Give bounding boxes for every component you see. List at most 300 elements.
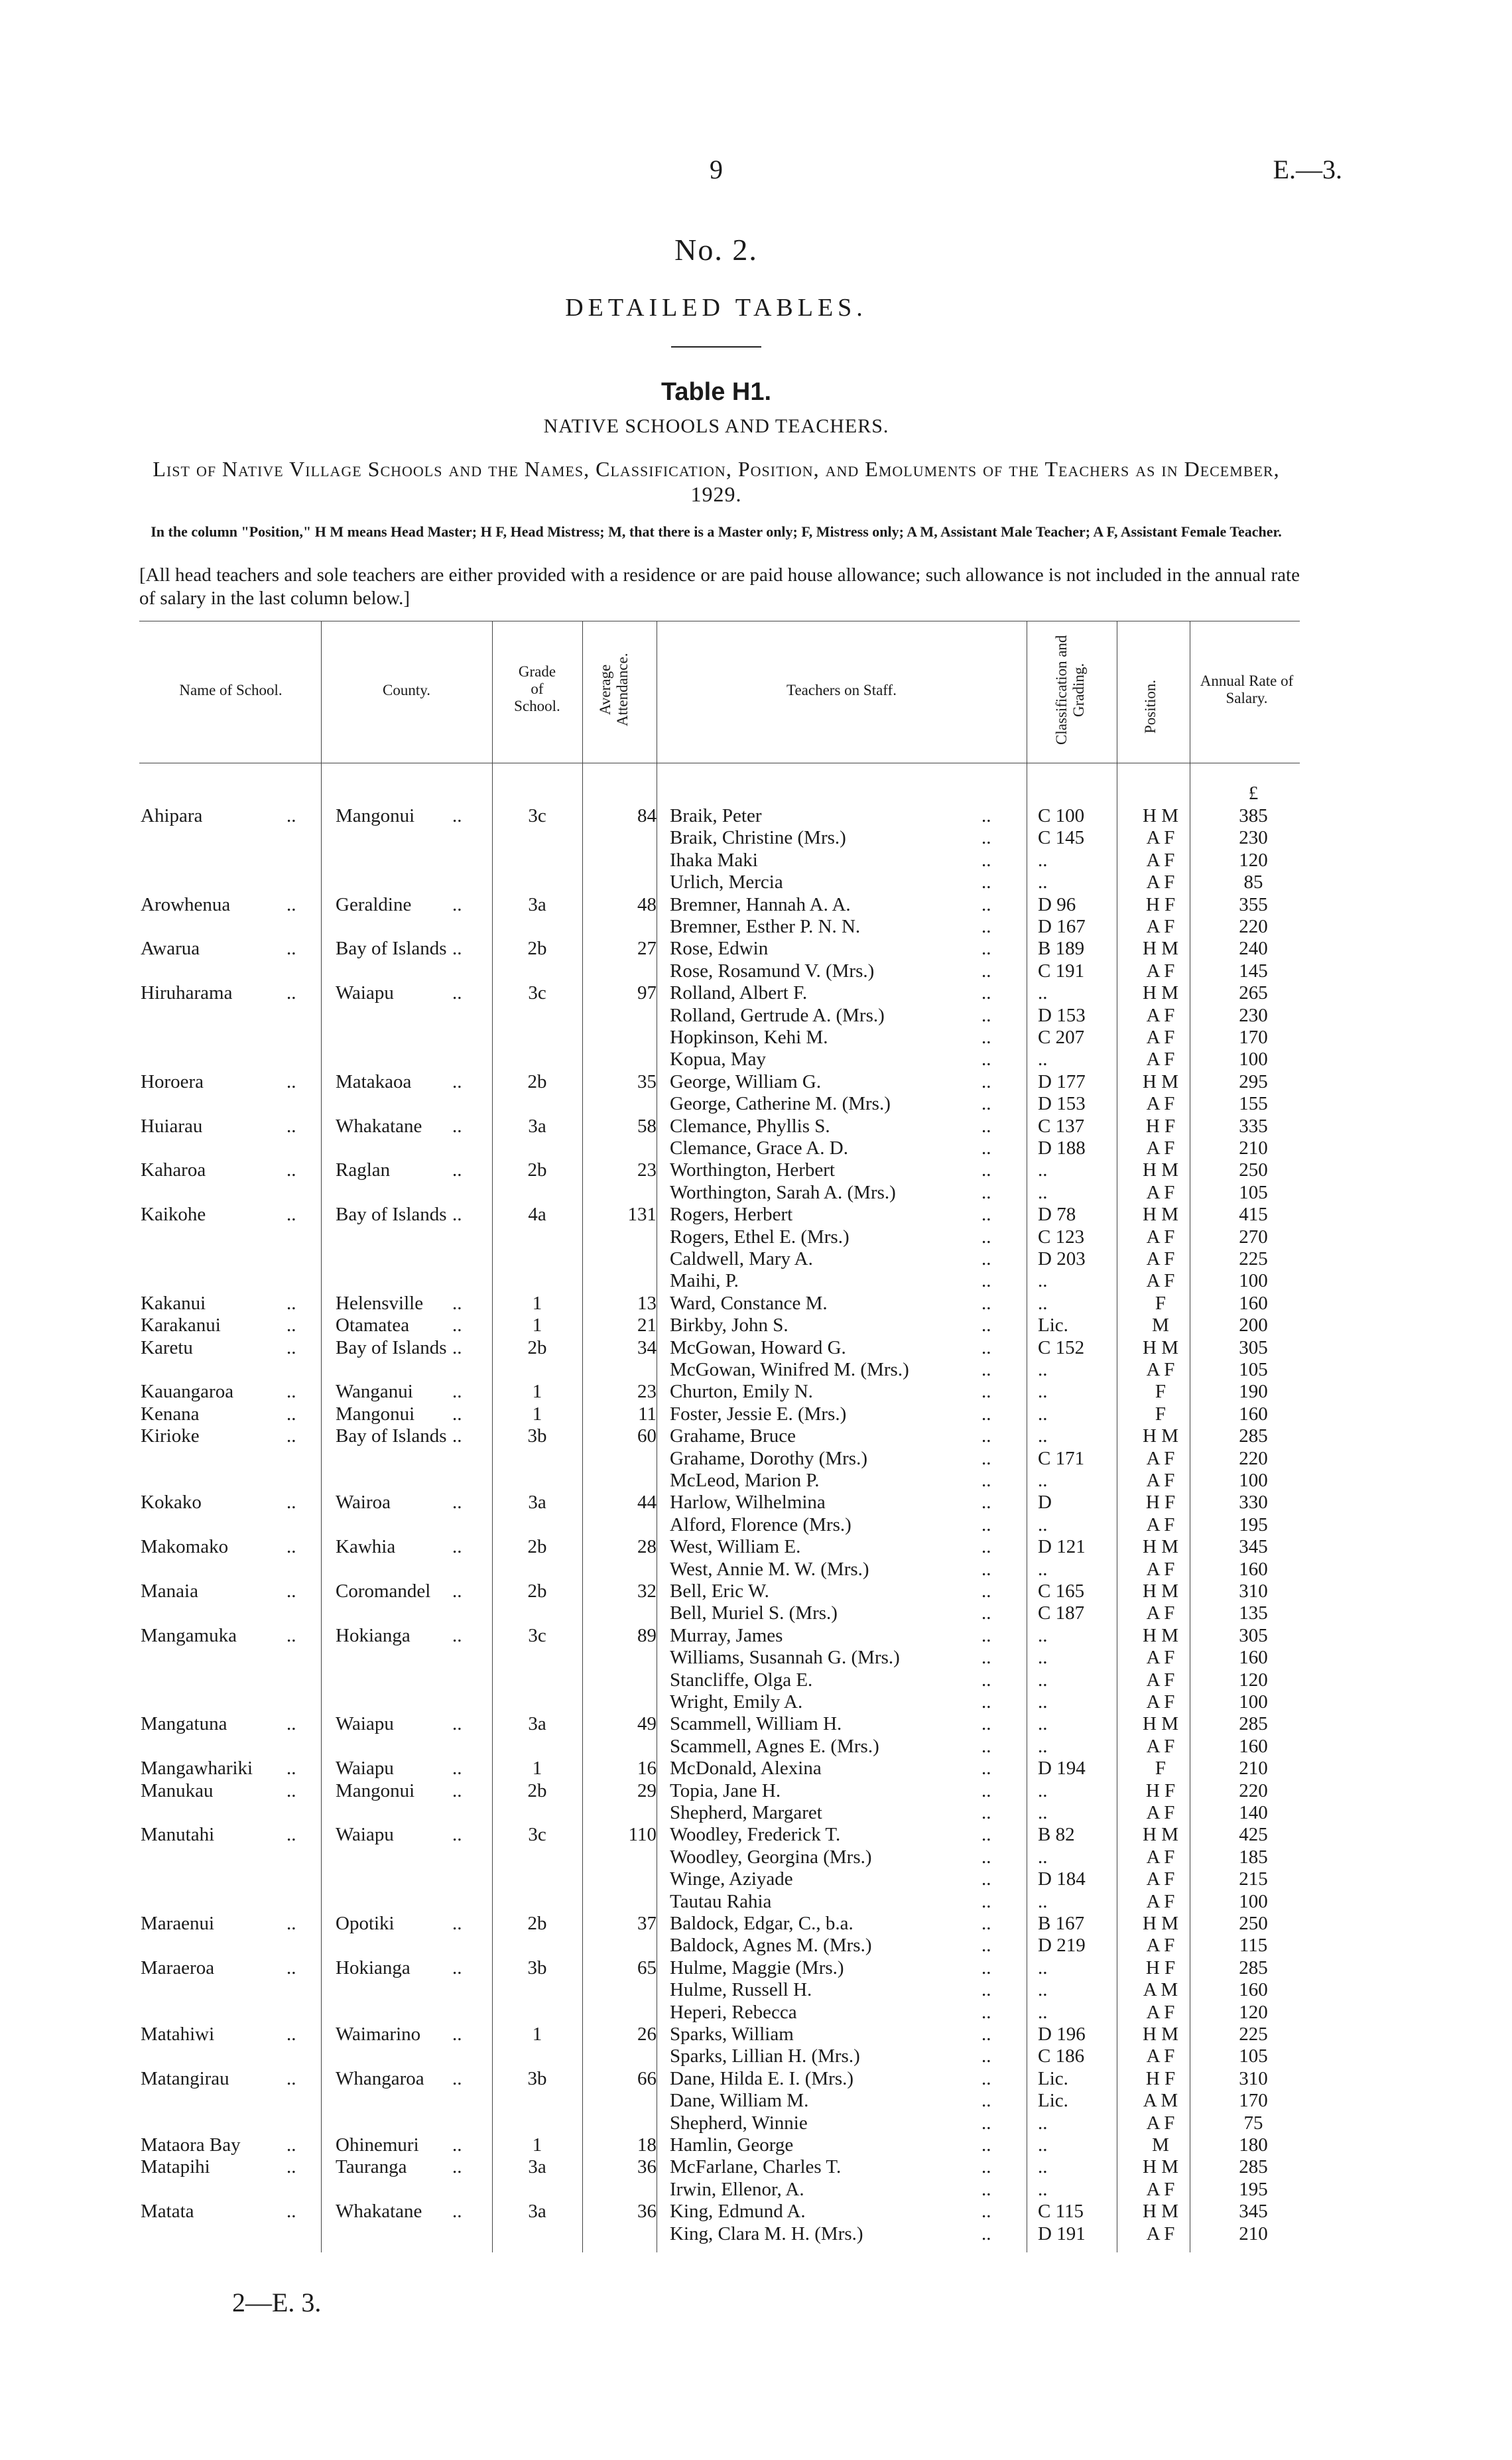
page-reference: E.—3. bbox=[1273, 155, 1342, 184]
teacher-cell: Dane, Hilda E. I. (Mrs.) bbox=[670, 2067, 854, 2089]
teacher-cell: Hopkinson, Kehi M. bbox=[670, 1027, 828, 1048]
table-row bbox=[0, 1359, 1512, 1381]
teacher-cell: George, Catherine M. (Mrs.) bbox=[670, 1093, 891, 1115]
table-row bbox=[0, 1824, 1512, 1846]
leader-dots: .. bbox=[286, 1780, 296, 1801]
grade-cell: 2b bbox=[527, 1536, 547, 1558]
classification-cell: D bbox=[1038, 1492, 1052, 1514]
position-cell: A F bbox=[1146, 1647, 1175, 1669]
classification-cell: D 219 bbox=[1038, 1935, 1086, 1957]
table-row bbox=[0, 805, 1512, 827]
salary-cell: 210 bbox=[1239, 1758, 1268, 1780]
table-row bbox=[0, 1780, 1512, 1802]
leader-dots: .. bbox=[286, 1624, 296, 1646]
teacher-cell: Hulme, Maggie (Mrs.) bbox=[670, 1957, 844, 1978]
leader-dots: .. bbox=[981, 1669, 991, 1691]
teacher-cell: West, William E. bbox=[670, 1536, 801, 1558]
leader-dots: .. bbox=[981, 849, 991, 871]
leader-dots: .. bbox=[286, 893, 296, 915]
teacher-cell: Clemance, Grace A. D. bbox=[670, 1137, 848, 1159]
leader-dots: .. bbox=[286, 2156, 296, 2178]
leader-dots: .. bbox=[452, 2024, 462, 2045]
leader-dots: .. bbox=[286, 1581, 296, 1602]
attendance-cell: 23 bbox=[637, 1381, 657, 1403]
leader-dots: .. bbox=[981, 1093, 991, 1115]
teacher-cell: Heperi, Rebecca bbox=[670, 2001, 797, 2023]
classification-cell: D 121 bbox=[1038, 1536, 1086, 1558]
classification-cell: C 171 bbox=[1038, 1447, 1085, 1469]
salary-cell: 160 bbox=[1239, 1647, 1268, 1669]
school-cell: Matapihi bbox=[141, 2156, 210, 2178]
teacher-cell: Bremner, Esther P. N. N. bbox=[670, 916, 861, 937]
table-row bbox=[0, 1492, 1512, 1514]
classification-cell: .. bbox=[1038, 1159, 1048, 1181]
teacher-cell: McLeod, Marion P. bbox=[670, 1470, 820, 1491]
salary-cell: 225 bbox=[1239, 1248, 1268, 1269]
leader-dots: .. bbox=[981, 893, 991, 915]
table-row bbox=[0, 1116, 1512, 1137]
table-row bbox=[0, 1337, 1512, 1359]
position-cell: A F bbox=[1146, 1514, 1175, 1535]
position-cell: A F bbox=[1146, 1270, 1175, 1292]
classification-cell: C 145 bbox=[1038, 827, 1085, 849]
leader-dots: .. bbox=[981, 1204, 991, 1226]
school-cell: Maraenui bbox=[141, 1913, 215, 1934]
classification-cell: D 191 bbox=[1038, 2223, 1086, 2244]
attendance-cell: 34 bbox=[637, 1336, 657, 1358]
table-row bbox=[0, 1514, 1512, 1536]
position-cell: F bbox=[1155, 1381, 1166, 1403]
grade-cell: 1 bbox=[532, 1758, 542, 1780]
salary-cell: 160 bbox=[1239, 1403, 1268, 1425]
position-cell: A F bbox=[1146, 1181, 1175, 1203]
classification-cell: .. bbox=[1038, 872, 1048, 893]
leader-dots: .. bbox=[981, 1226, 991, 1248]
leader-dots: .. bbox=[286, 938, 296, 960]
grade-cell: 3a bbox=[528, 893, 546, 915]
school-cell: Horoera bbox=[141, 1070, 204, 1092]
position-cell: A F bbox=[1146, 1691, 1175, 1713]
salary-cell: 160 bbox=[1239, 1558, 1268, 1580]
teacher-cell: Clemance, Phyllis S. bbox=[670, 1115, 830, 1137]
school-cell: Manaia bbox=[141, 1581, 198, 1602]
teacher-cell: Tautau Rahia bbox=[670, 1890, 772, 1912]
leader-dots: .. bbox=[981, 827, 991, 849]
classification-cell: C 100 bbox=[1038, 805, 1085, 826]
leader-dots: .. bbox=[286, 1913, 296, 1934]
table-row bbox=[0, 2002, 1512, 2024]
classification-cell: .. bbox=[1038, 1802, 1048, 1823]
classification-cell: .. bbox=[1038, 1846, 1048, 1868]
teacher-cell: Stancliffe, Olga E. bbox=[670, 1669, 813, 1691]
header-teachers: Teachers on Staff. bbox=[787, 682, 897, 698]
leader-dots: .. bbox=[286, 1536, 296, 1558]
salary-cell: 170 bbox=[1239, 2090, 1268, 2112]
salary-cell: 230 bbox=[1239, 827, 1268, 849]
grade-cell: 1 bbox=[532, 1315, 542, 1336]
position-cell: A F bbox=[1146, 1935, 1175, 1957]
county-cell: Hokianga bbox=[336, 1624, 410, 1646]
table-row bbox=[0, 1713, 1512, 1735]
leader-dots: .. bbox=[452, 1536, 462, 1558]
classification-cell: .. bbox=[1038, 1713, 1048, 1735]
leader-dots: .. bbox=[981, 1270, 991, 1292]
header-salary: Annual Rate of Salary. bbox=[1200, 673, 1294, 706]
school-cell: Awarua bbox=[141, 938, 200, 960]
classification-cell: .. bbox=[1038, 1647, 1048, 1669]
attendance-cell: 29 bbox=[637, 1780, 657, 1801]
position-cell: A F bbox=[1146, 1669, 1175, 1691]
position-cell: A F bbox=[1146, 1846, 1175, 1868]
position-cell: A F bbox=[1146, 960, 1175, 982]
salary-cell: 415 bbox=[1239, 1204, 1268, 1226]
salary-cell: 120 bbox=[1239, 2001, 1268, 2023]
leader-dots: .. bbox=[981, 1137, 991, 1159]
table-row bbox=[0, 1846, 1512, 1868]
classification-cell: .. bbox=[1038, 2134, 1048, 2156]
teacher-cell: Kopua, May bbox=[670, 1049, 766, 1070]
county-cell: Geraldine bbox=[336, 893, 412, 915]
attendance-cell: 36 bbox=[637, 2156, 657, 2178]
position-cell: A F bbox=[1146, 1137, 1175, 1159]
county-cell: Bay of Islands bbox=[336, 938, 447, 960]
table-row bbox=[0, 2068, 1512, 2090]
classification-cell: D 96 bbox=[1038, 893, 1076, 915]
table-row bbox=[0, 827, 1512, 849]
attendance-cell: 13 bbox=[637, 1292, 657, 1314]
grade-cell: 2b bbox=[527, 1913, 547, 1934]
table-row bbox=[0, 2090, 1512, 2112]
position-cell: A F bbox=[1146, 1248, 1175, 1269]
teacher-cell: Baldock, Agnes M. (Mrs.) bbox=[670, 1935, 872, 1957]
attendance-cell: 32 bbox=[637, 1581, 657, 1602]
currency-symbol: £ bbox=[1248, 783, 1259, 804]
leader-dots: .. bbox=[981, 982, 991, 1004]
header-position: Position. bbox=[1142, 679, 1159, 734]
teacher-cell: West, Annie M. W. (Mrs.) bbox=[670, 1558, 869, 1580]
attendance-cell: 49 bbox=[637, 1713, 657, 1735]
position-cell: H M bbox=[1143, 1713, 1178, 1735]
attendance-cell: 18 bbox=[637, 2134, 657, 2156]
county-cell: Waiapu bbox=[336, 1824, 394, 1846]
salary-cell: 285 bbox=[1239, 1957, 1268, 1978]
teacher-cell: King, Clara M. H. (Mrs.) bbox=[670, 2223, 863, 2244]
teacher-cell: Grahame, Dorothy (Mrs.) bbox=[670, 1447, 867, 1469]
teacher-cell: Braik, Peter bbox=[670, 805, 762, 826]
position-cell: M bbox=[1152, 2134, 1169, 2156]
leader-dots: .. bbox=[452, 1403, 462, 1425]
teacher-cell: Rose, Edwin bbox=[670, 938, 769, 960]
position-cell: A F bbox=[1146, 1027, 1175, 1048]
table-row bbox=[0, 1381, 1512, 1403]
leader-dots: .. bbox=[981, 1181, 991, 1203]
school-cell: Kauangaroa bbox=[141, 1381, 234, 1403]
leader-dots: .. bbox=[981, 1691, 991, 1713]
table-row bbox=[0, 1027, 1512, 1049]
table-row bbox=[0, 2179, 1512, 2201]
salary-cell: 265 bbox=[1239, 982, 1268, 1004]
classification-cell: .. bbox=[1038, 1359, 1048, 1380]
salary-cell: 155 bbox=[1239, 1093, 1268, 1115]
salary-cell: 385 bbox=[1239, 805, 1268, 826]
leader-dots: .. bbox=[286, 1758, 296, 1780]
teacher-cell: Birkby, John S. bbox=[670, 1315, 788, 1336]
classification-cell: Lic. bbox=[1038, 2067, 1068, 2089]
salary-cell: 75 bbox=[1243, 2112, 1263, 2134]
salary-cell: 120 bbox=[1239, 1669, 1268, 1691]
attendance-cell: 37 bbox=[637, 1913, 657, 1934]
classification-cell: .. bbox=[1038, 1403, 1048, 1425]
teacher-cell: Rolland, Gertrude A. (Mrs.) bbox=[670, 1004, 885, 1026]
position-cell: A M bbox=[1143, 1979, 1178, 2001]
classification-cell: .. bbox=[1038, 1381, 1048, 1403]
position-cell: H F bbox=[1145, 1115, 1176, 1137]
salary-cell: 170 bbox=[1239, 1027, 1268, 1048]
position-cell: H M bbox=[1143, 1624, 1178, 1646]
table-row bbox=[0, 1913, 1512, 1935]
table-row bbox=[0, 2156, 1512, 2178]
table-row bbox=[0, 1559, 1512, 1581]
leader-dots: .. bbox=[452, 2156, 462, 2178]
leader-dots: .. bbox=[452, 1315, 462, 1336]
county-cell: Opotiki bbox=[336, 1913, 395, 1934]
salary-cell: 240 bbox=[1239, 938, 1268, 960]
grade-cell: 1 bbox=[532, 1292, 542, 1314]
teacher-cell: Hamlin, George bbox=[670, 2134, 794, 2156]
position-cell: H M bbox=[1143, 1536, 1178, 1558]
leader-dots: .. bbox=[981, 1890, 991, 1912]
classification-cell: .. bbox=[1038, 2156, 1048, 2178]
leader-dots: .. bbox=[981, 1647, 991, 1669]
grade-cell: 3c bbox=[528, 1624, 546, 1646]
grade-cell: 3a bbox=[528, 2201, 546, 2223]
table-row bbox=[0, 872, 1512, 893]
table-row bbox=[0, 2223, 1512, 2245]
grade-cell: 3b bbox=[527, 2067, 547, 2089]
position-cell: A F bbox=[1146, 1447, 1175, 1469]
salary-cell: 210 bbox=[1239, 2223, 1268, 2244]
position-cell: H M bbox=[1143, 982, 1178, 1004]
county-cell: Whakatane bbox=[336, 1115, 422, 1137]
school-cell: Kaikohe bbox=[141, 1204, 206, 1226]
classification-cell: C 165 bbox=[1038, 1581, 1085, 1602]
leader-dots: .. bbox=[981, 1846, 991, 1868]
grade-cell: 2b bbox=[527, 938, 547, 960]
leader-dots: .. bbox=[981, 1602, 991, 1624]
county-cell: Ohinemuri bbox=[336, 2134, 419, 2156]
header-classification: Classification and Grading. bbox=[1053, 635, 1087, 745]
table-row bbox=[0, 1625, 1512, 1647]
position-cell: A F bbox=[1146, 1735, 1175, 1757]
classification-cell: .. bbox=[1038, 2001, 1048, 2023]
salary-cell: 160 bbox=[1239, 1292, 1268, 1314]
header-attendance: Average Attendance. bbox=[597, 653, 631, 727]
leader-dots: .. bbox=[452, 1381, 462, 1403]
salary-cell: 285 bbox=[1239, 2156, 1268, 2178]
position-cell: A F bbox=[1146, 1004, 1175, 1026]
position-cell: A F bbox=[1146, 1558, 1175, 1580]
teacher-cell: Braik, Christine (Mrs.) bbox=[670, 827, 846, 849]
leader-dots: .. bbox=[286, 1492, 296, 1514]
leader-dots: .. bbox=[452, 1292, 462, 1314]
teacher-cell: Ward, Constance M. bbox=[670, 1292, 828, 1314]
teacher-cell: Rose, Rosamund V. (Mrs.) bbox=[670, 960, 875, 982]
position-cell: H M bbox=[1143, 2201, 1178, 2223]
teacher-cell: Topia, Jane H. bbox=[670, 1780, 781, 1801]
teacher-cell: McGowan, Winifred M. (Mrs.) bbox=[670, 1359, 909, 1380]
leader-dots: .. bbox=[981, 1049, 991, 1070]
table-row bbox=[0, 1137, 1512, 1159]
attendance-cell: 28 bbox=[637, 1536, 657, 1558]
grade-cell: 1 bbox=[532, 1403, 542, 1425]
leader-dots: .. bbox=[981, 2223, 991, 2244]
leader-dots: .. bbox=[981, 2134, 991, 2156]
salary-cell: 160 bbox=[1239, 1735, 1268, 1757]
school-cell: Matangirau bbox=[141, 2067, 229, 2089]
leader-dots: .. bbox=[981, 1115, 991, 1137]
county-cell: Wairoa bbox=[336, 1492, 391, 1514]
table-row bbox=[0, 1868, 1512, 1890]
classification-cell: .. bbox=[1038, 2178, 1048, 2200]
classification-cell: B 189 bbox=[1038, 938, 1085, 960]
position-cell: A F bbox=[1146, 1868, 1175, 1890]
table-row bbox=[0, 982, 1512, 1004]
salary-cell: 160 bbox=[1239, 1979, 1268, 2001]
leader-dots: .. bbox=[981, 1780, 991, 1801]
salary-cell: 195 bbox=[1239, 1514, 1268, 1535]
table-row bbox=[0, 1204, 1512, 1226]
salary-cell: 215 bbox=[1239, 1868, 1268, 1890]
county-cell: Waiapu bbox=[336, 1758, 394, 1780]
leader-dots: .. bbox=[981, 938, 991, 960]
leader-dots: .. bbox=[981, 1536, 991, 1558]
table-row bbox=[0, 1315, 1512, 1336]
leader-dots: .. bbox=[452, 2134, 462, 2156]
leader-dots: .. bbox=[452, 805, 462, 826]
leader-dots: .. bbox=[286, 2134, 296, 2156]
position-cell: H F bbox=[1145, 1957, 1176, 1978]
position-cell: A F bbox=[1146, 1602, 1175, 1624]
leader-dots: .. bbox=[286, 2024, 296, 2045]
table-row bbox=[0, 2112, 1512, 2134]
salary-cell: 220 bbox=[1239, 1447, 1268, 1469]
leader-dots: .. bbox=[981, 916, 991, 937]
classification-cell: .. bbox=[1038, 1669, 1048, 1691]
leader-dots: .. bbox=[981, 1957, 991, 1978]
table-row bbox=[0, 1758, 1512, 1780]
county-cell: Waiapu bbox=[336, 1713, 394, 1735]
salary-cell: 135 bbox=[1239, 1602, 1268, 1624]
leader-dots: .. bbox=[981, 1359, 991, 1380]
teacher-cell: Caldwell, Mary A. bbox=[670, 1248, 813, 1269]
leader-dots: .. bbox=[452, 938, 462, 960]
leader-dots: .. bbox=[981, 2178, 991, 2200]
county-cell: Raglan bbox=[336, 1159, 391, 1181]
leader-dots: .. bbox=[981, 1624, 991, 1646]
table-row bbox=[0, 1005, 1512, 1027]
position-cell: H M bbox=[1143, 1070, 1178, 1092]
leader-dots: .. bbox=[981, 1979, 991, 2001]
teacher-cell: Dane, William M. bbox=[670, 2090, 809, 2112]
grade-cell: 4a bbox=[528, 1204, 546, 1226]
salary-cell: 250 bbox=[1239, 1159, 1268, 1181]
teacher-cell: Bremner, Hannah A. A. bbox=[670, 893, 851, 915]
teacher-cell: Rolland, Albert F. bbox=[670, 982, 808, 1004]
salary-cell: 85 bbox=[1243, 872, 1263, 893]
salary-cell: 140 bbox=[1239, 1802, 1268, 1823]
position-cell: H F bbox=[1145, 1780, 1176, 1801]
teacher-cell: Scammell, Agnes E. (Mrs.) bbox=[670, 1735, 879, 1757]
teacher-cell: Hulme, Russell H. bbox=[670, 1979, 812, 2001]
school-cell: Ahipara bbox=[141, 805, 203, 826]
teacher-cell: Urlich, Mercia bbox=[670, 872, 783, 893]
school-cell: Mangawhariki bbox=[141, 1758, 253, 1780]
salary-cell: 120 bbox=[1239, 849, 1268, 871]
classification-cell: D 196 bbox=[1038, 2024, 1086, 2045]
county-cell: Bay of Islands bbox=[336, 1336, 447, 1358]
leader-dots: .. bbox=[452, 1425, 462, 1447]
salary-cell: 220 bbox=[1239, 1780, 1268, 1801]
leader-dots: .. bbox=[981, 2112, 991, 2134]
county-cell: Bay of Islands bbox=[336, 1204, 447, 1226]
leader-dots: .. bbox=[452, 1624, 462, 1646]
position-cell: A F bbox=[1146, 1226, 1175, 1248]
position-cell: H M bbox=[1143, 1824, 1178, 1846]
leader-dots: .. bbox=[981, 1248, 991, 1269]
leader-dots: .. bbox=[452, 1159, 462, 1181]
county-cell: Hokianga bbox=[336, 1957, 410, 1978]
grade-cell: 3a bbox=[528, 2156, 546, 2178]
leader-dots: .. bbox=[981, 1514, 991, 1535]
table-subtitle: NATIVE SCHOOLS AND TEACHERS. bbox=[543, 415, 889, 437]
leader-dots: .. bbox=[981, 2024, 991, 2045]
classification-cell: .. bbox=[1038, 982, 1048, 1004]
teacher-cell: Baldock, Edgar, C., b.a. bbox=[670, 1913, 853, 1934]
leader-dots: .. bbox=[452, 1913, 462, 1934]
leader-dots: .. bbox=[286, 1292, 296, 1314]
footer-signature: 2—E. 3. bbox=[232, 2288, 322, 2317]
leader-dots: .. bbox=[286, 1713, 296, 1735]
table-row bbox=[0, 938, 1512, 960]
leader-dots: .. bbox=[981, 1070, 991, 1092]
leader-dots: .. bbox=[981, 1470, 991, 1491]
leader-dots: .. bbox=[452, 1204, 462, 1226]
header-grade: Grade of School. bbox=[514, 663, 560, 714]
leader-dots: .. bbox=[981, 1735, 991, 1757]
classification-cell: B 167 bbox=[1038, 1913, 1085, 1934]
county-cell: Mangonui bbox=[336, 805, 415, 826]
teacher-cell: Shepherd, Margaret bbox=[670, 1802, 822, 1823]
teacher-cell: Maihi, P. bbox=[670, 1270, 739, 1292]
leader-dots: .. bbox=[452, 1492, 462, 1514]
classification-cell: .. bbox=[1038, 1691, 1048, 1713]
position-cell: A F bbox=[1146, 2178, 1175, 2200]
teacher-cell: Scammell, William H. bbox=[670, 1713, 842, 1735]
table-row bbox=[0, 894, 1512, 916]
leader-dots: .. bbox=[452, 982, 462, 1004]
leader-dots: .. bbox=[452, 2067, 462, 2089]
leader-dots: .. bbox=[452, 2201, 462, 2223]
leader-dots: .. bbox=[452, 1581, 462, 1602]
position-cell: F bbox=[1155, 1758, 1166, 1780]
teacher-cell: Williams, Susannah G. (Mrs.) bbox=[670, 1647, 900, 1669]
school-cell: Mataora Bay bbox=[141, 2134, 241, 2156]
grade-cell: 3a bbox=[528, 1492, 546, 1514]
classification-cell: C 137 bbox=[1038, 1115, 1085, 1137]
position-cell: H F bbox=[1145, 893, 1176, 915]
leader-dots: .. bbox=[286, 2067, 296, 2089]
position-cell: H M bbox=[1143, 1204, 1178, 1226]
